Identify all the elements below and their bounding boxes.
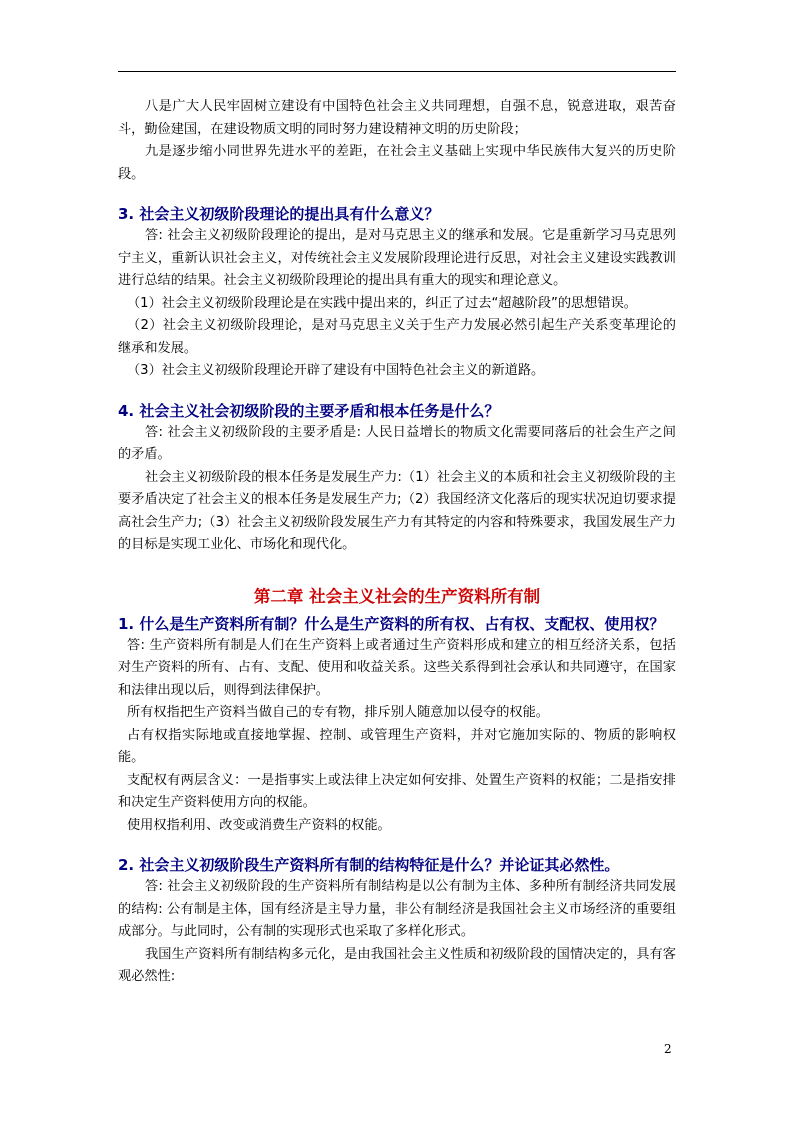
question-3-answer: 答: 社会主义初级阶段理论的提出，是对马克思主义的继承和发展。它是重新学习马克思列宁主义，重新认识社会主义，对传统社会主义发展阶段理论进行反思，对社会主义建设实践教训进行总结的结果。社会主义初级阶段理论的提出具有重大的现实和理论意义。 [118, 228, 676, 288]
chapter2-question-1-heading: 1. 什么是生产资料所有制？什么是生产资料的所有权、占有权、支配权、使用权？ [118, 614, 665, 633]
chapter-title: 第二章 社会主义社会的生产资料所有制 [253, 586, 541, 606]
use-definition: 使用权指利用、改变或消费生产资料的权能。 [127, 817, 391, 833]
header-rule [118, 71, 676, 72]
chapter2-question-1-answer: 答: 生产资料所有制是人们在生产资料上或者通过生产资料形成和建立的相互经济关系，包括对生产资料的所有、占有、支配、使用和收益关系。这些关系得到社会承认和共同遵守，在国家和法律出现以后，则得到法律保护。 [118, 637, 676, 698]
ownership-definition: 所有权指把生产资料当做自己的专有物，排斥别人随意加以侵夺的权能。 [127, 705, 549, 720]
question-3-heading: 3. 社会主义初级阶段理论的提出具有什么意义？ [118, 205, 440, 223]
question-4-task: 社会主义初级阶段的根本任务是发展生产力:（1）社会主义的本质和社会主义初级阶段的主要矛盾决定了社会主义的根本任务是发展生产力;（2）我国经济文化落后的现实状况迫切要求提高社会生产力;（3）社会主义初级阶段发展生产力有其特定的内容和特殊要求，我国发展生产力的目标是实现工业化、市场化和现代化。 [118, 469, 676, 552]
question-3-point-3: （3）社会主义初级阶段理论开辟了建设有中国特色社会主义的新道路。 [127, 363, 545, 378]
page-number: 2 [664, 1042, 672, 1056]
chapter2-question-2-heading: 2. 社会主义初级阶段生产资料所有制的结构特征是什么？并论证其必然性。 [118, 856, 620, 874]
chapter2-question-2-answer: 答: 社会主义初级阶段的生产资料所有制结构是以公有制为主体、多种所有制经济共同发展的结构: 公有制是主体，国有经济是主导力量，非公有制经济是我国社会主义市场经济的重要组成部分。与此同时，公有制的实现形式也采取了多样化形式。 [118, 879, 676, 939]
disposal-definition: 支配权有两层含义：一是指事实上或法律上决定如何安排、处置生产资料的权能；二是指安排和决定生产资料使用方向的权能。 [118, 772, 676, 810]
chapter2-question-2-necessity: 我国生产资料所有制结构多元化，是由我国社会主义性质和初级阶段的国情决定的，具有客观必然性: [118, 946, 676, 984]
question-4-answer: 答: 社会主义初级阶段的主要矛盾是: 人民日益增长的物质文化需要同落后的社会生产之间的矛盾。 [118, 424, 676, 462]
possession-definition: 占有权指实际地或直接地掌握、控制、或管理生产资料，并对它施加实际的、物质的影响权能。 [118, 727, 676, 765]
question-3-point-1: （1）社会主义初级阶段理论是在实践中提出来的，纠正了过去“超越阶段”的思想错误。 [127, 295, 637, 311]
question-4-heading: 4. 社会主义社会初级阶段的主要矛盾和根本任务是什么？ [118, 401, 500, 420]
paragraph-eight: 八是广大人民牢固树立建设有中国特色社会主义共同理想，自强不息，锐意进取，艰苦奋斗，勤俭建国，在建设物质文明的同时努力建设精神文明的历史阶段； [118, 99, 676, 137]
paragraph-nine: 九是逐步缩小同世界先进水平的差距，在社会主义基础上实现中华民族伟大复兴的历史阶段。 [118, 144, 676, 182]
document-body [118, 96, 676, 989]
question-3-point-2: （2）社会主义初级阶段理论，是对马克思主义关于生产力发展必然引起生产关系变革理论的继承和发展。 [118, 318, 676, 356]
